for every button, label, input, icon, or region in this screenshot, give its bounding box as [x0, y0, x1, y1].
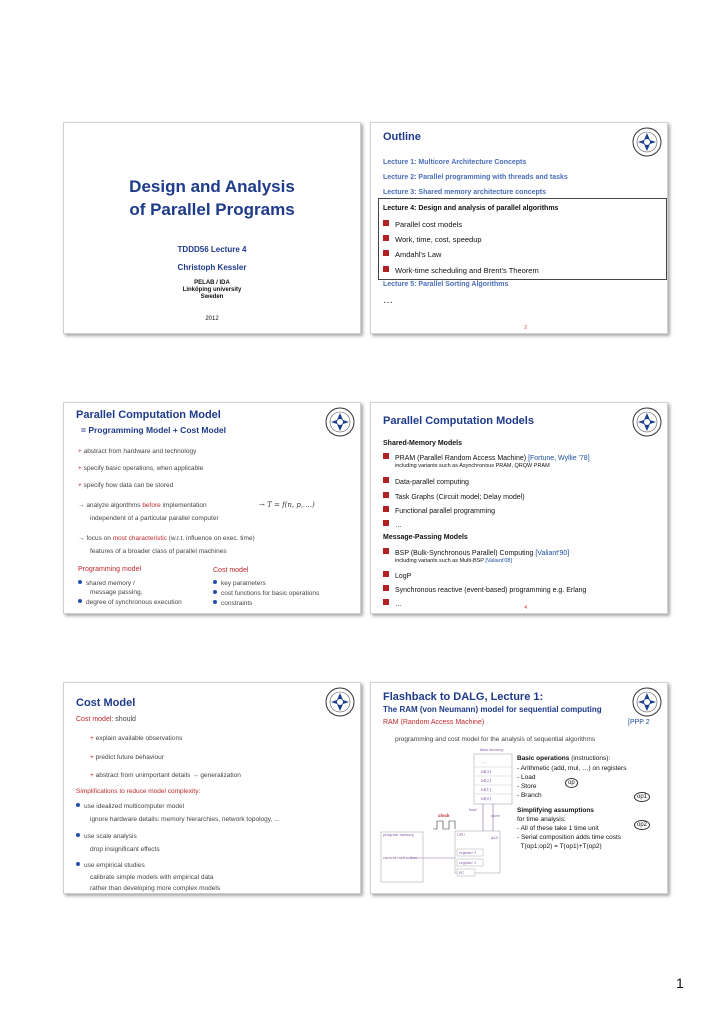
- cost-item: use idealized multicomputer model: [76, 803, 184, 810]
- cost-model-heading: Cost model: [213, 567, 249, 574]
- assumption-item: T(op1;op2) = T(op1)+T(op2): [517, 843, 602, 850]
- diagram-label: load: [469, 808, 477, 812]
- slide-parallel-computation-model: [63, 402, 361, 614]
- outline-bullet: Amdahl's Law: [383, 250, 441, 259]
- op1-circle: op1: [634, 792, 650, 802]
- page-number-small: 2: [524, 325, 527, 331]
- memory-cell: M[0]: [481, 796, 491, 801]
- page-number-small: 4: [524, 605, 527, 611]
- outline-lecture-2: Lecture 2: Parallel programming with threads and tasks: [383, 174, 568, 181]
- pm-item: message passing,: [90, 589, 143, 596]
- model-note: including variants such as Multi-BSP [Valiant'08]: [395, 558, 513, 564]
- op-circle: op: [565, 778, 578, 788]
- university-logo: [632, 407, 662, 437]
- model-line: + specify basic operations, when applicable: [78, 465, 204, 472]
- org-line-2: Linköping university: [182, 287, 242, 293]
- outline-bullet: Work, time, cost, speedup: [383, 235, 482, 244]
- operation-item: - Branch: [517, 792, 542, 799]
- model-line: independent of a particular parallel computer: [90, 515, 219, 522]
- outline-lecture-3: Lecture 3: Shared memory architecture concepts: [383, 189, 547, 196]
- model-note: including variants such as Asynchronous PRAM, QRQW PRAM: [395, 463, 550, 469]
- outline-lecture-5: Lecture 5: Parallel Sorting Algorithms: [383, 281, 509, 288]
- memory-cell: M[1]: [481, 787, 491, 792]
- model-bullet: Synchronous reactive (event-based) programming e.g. Erlang: [383, 585, 586, 594]
- basic-operations-heading: Basic operations (instructions):: [517, 755, 611, 762]
- cost-item: ignore hardware details: memory hierarchies, network topology, ...: [90, 816, 280, 823]
- assumption-item: for time analysis:: [517, 816, 566, 823]
- university-logo: [325, 687, 355, 717]
- cost-item: drop insignificant effects: [90, 846, 160, 853]
- slide-outline: [370, 122, 668, 334]
- pm-item: degree of synchronous execution: [78, 599, 182, 606]
- slide1-title: Design and Analysis of Parallel Programs: [129, 177, 295, 219]
- slide6-title: Flashback to DALG, Lecture 1:: [383, 691, 544, 703]
- model-bullet: Task Graphs (Circuit model; Delay model): [383, 492, 525, 501]
- memory-cell: M[2]: [481, 778, 491, 783]
- outline-bullet: Work-time scheduling and Brent's Theorem: [383, 266, 539, 275]
- model-bullet: PRAM (Parallel Random Access Machine) [Fortune, Wyllie '78]: [383, 453, 590, 462]
- diagram-label: store: [491, 814, 501, 818]
- slide-parallel-computation-models: [370, 402, 668, 614]
- outline-lecture-4: Lecture 4: Design and analysis of parallel algorithms: [383, 205, 559, 212]
- outline-title: Outline: [383, 131, 421, 143]
- operation-item: - Load: [517, 774, 536, 781]
- cost-line: + abstract from unimportant details → generalization: [90, 772, 241, 779]
- org-line-1: PELAB / IDA: [194, 280, 230, 286]
- model-line: + abstract from hardware and technology: [78, 448, 197, 455]
- operation-item: - Arithmetic (add, mul, …) on registers: [517, 765, 627, 772]
- slide-ram-model: [370, 682, 668, 894]
- university-logo: [325, 407, 355, 437]
- cm-item: key parameters: [213, 580, 266, 587]
- memory-cell: ....: [481, 759, 487, 764]
- model-bullet: BSP (Bulk-Synchronous Parallel) Computing [Valiant'90]: [383, 548, 569, 557]
- author-name: Christoph Kessler: [177, 263, 247, 272]
- diagram-label: register 2: [459, 861, 477, 865]
- ram-reference: [PPP 2: [628, 719, 650, 726]
- ram-description: programming and cost model for the analysis of sequential algorithms: [395, 736, 596, 743]
- model-line: + specify how data can be stored: [78, 482, 174, 489]
- diagram-label: ALU: [491, 836, 499, 840]
- cost-item: calibrate simple models with empirical data: [90, 874, 214, 881]
- ram-heading: RAM (Random Access Machine): [383, 719, 485, 726]
- assumption-item: - All of these take 1 time unit: [517, 825, 599, 832]
- model-bullet: Data-parallel computing: [383, 477, 469, 486]
- cost-item: use scale analysis: [76, 833, 137, 840]
- assumptions-heading: Simplifying assumptions: [517, 807, 594, 814]
- org-line-3: Sweden: [200, 294, 224, 300]
- shared-memory-heading: Shared-Memory Models: [383, 440, 462, 447]
- slide3-title: Parallel Computation Model: [76, 409, 221, 421]
- slide1-year: 2012: [205, 316, 219, 322]
- diagram-label: register 1: [459, 851, 477, 855]
- outline-ellipsis: …: [383, 295, 393, 306]
- outline-bullet: Parallel cost models: [383, 220, 462, 229]
- model-line: features of a broader class of parallel machines: [90, 548, 227, 555]
- cost-line: + explain available observations: [90, 735, 183, 742]
- simplifications-heading: Simplifications to reduce model complexity:: [76, 788, 201, 795]
- cost-model-lead: Cost model: should: [76, 716, 136, 723]
- formula: → T = f(n, p, ...): [259, 501, 315, 509]
- slide6-subtitle: The RAM (von Neumann) model for sequential computing: [383, 705, 602, 714]
- model-bullet: …: [383, 520, 402, 529]
- operation-item: - Store: [517, 783, 537, 790]
- assumption-item: - Serial composition adds time costs: [517, 834, 622, 841]
- cost-item: use empirical studies: [76, 862, 145, 869]
- memory-cell: M[3]: [481, 769, 491, 774]
- university-logo: [632, 687, 662, 717]
- outline-lecture-1: Lecture 1: Multicore Architecture Concepts: [383, 159, 527, 166]
- model-bullet: Functional parallel programming: [383, 506, 495, 515]
- model-line: → analyze algorithms before implementation: [78, 502, 207, 509]
- slide5-title: Cost Model: [76, 697, 136, 709]
- model-line: → focus on most characteristic (w.r.t. influence on exec. time): [78, 535, 255, 542]
- cm-item: cost functions for basic operations: [213, 590, 319, 597]
- slide-title: [63, 122, 361, 334]
- pm-item: shared memory /: [78, 580, 135, 587]
- diagram-label: current instruction: [383, 856, 417, 860]
- programming-model-heading: Programming model: [78, 566, 142, 573]
- op2-circle: op2: [634, 820, 650, 830]
- diagram-label: CPU: [457, 833, 465, 837]
- course-code: TDDD56 Lecture 4: [177, 245, 247, 254]
- page-number: 1: [676, 975, 684, 991]
- diagram-label: program memory: [383, 833, 414, 837]
- model-bullet: …: [383, 599, 402, 608]
- university-logo: [632, 127, 662, 157]
- diagram-label: PC: [459, 871, 465, 875]
- slide-cost-model: [63, 682, 361, 894]
- slide4-title: Parallel Computation Models: [383, 415, 534, 427]
- cm-item: constraints: [213, 600, 252, 607]
- diagram-label: data memory: [480, 748, 504, 752]
- diagram-label: clock: [438, 813, 450, 818]
- cost-item: rather than developing more complex models: [90, 885, 221, 892]
- slide3-subtitle: = Programming Model + Cost Model: [81, 425, 226, 435]
- cost-line: + predict future behaviour: [90, 754, 164, 761]
- model-bullet: LogP: [383, 571, 411, 580]
- message-passing-heading: Message-Passing Models: [383, 534, 468, 541]
